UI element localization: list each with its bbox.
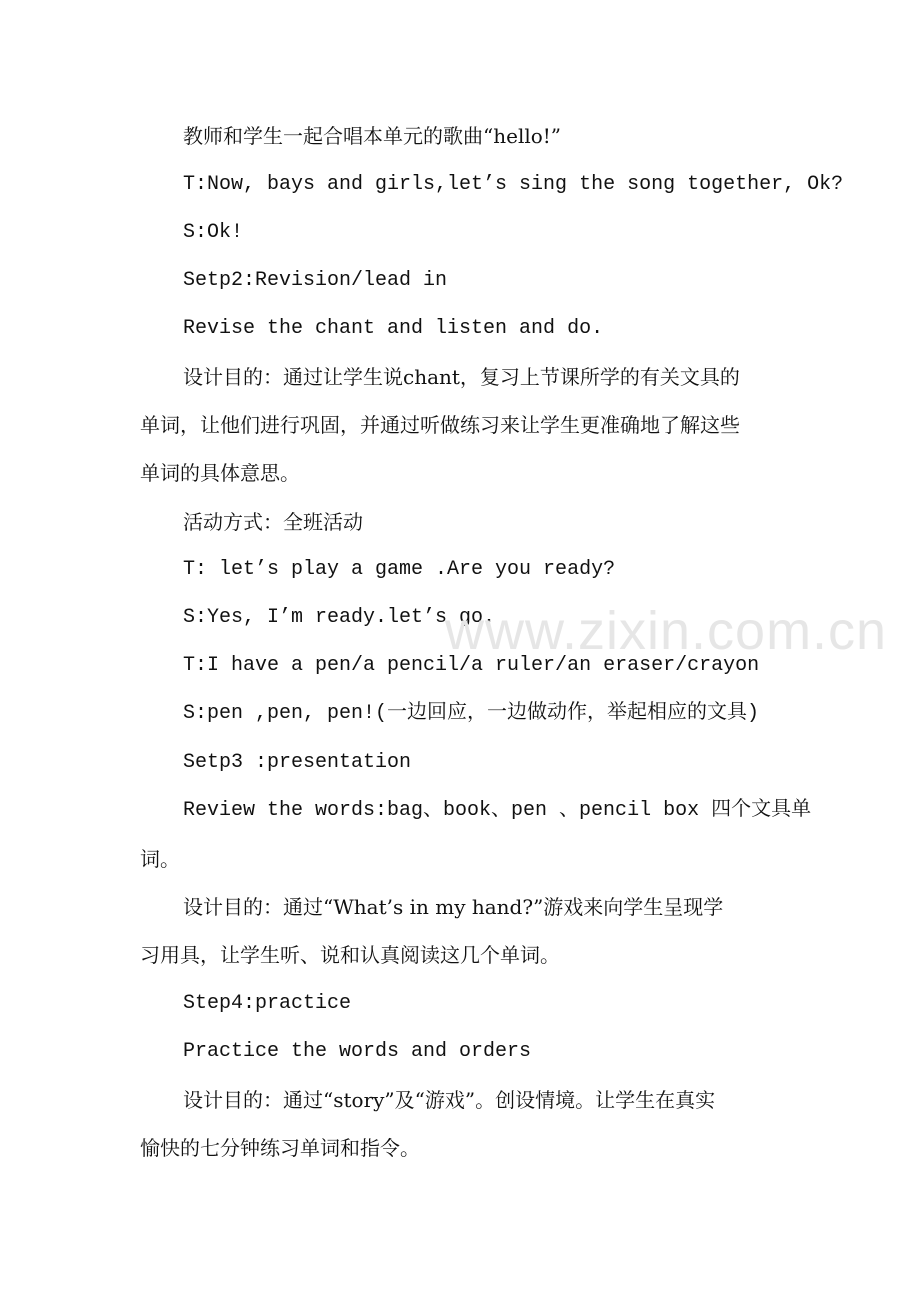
text-line: 设计目的：通过“What’s in my hand?”游戏来向学生呈现学 xyxy=(183,895,724,919)
text-line: 教师和学生一起合唱本单元的歌曲“hello!” xyxy=(183,124,562,148)
text-line: 习用具，让学生听、说和认真阅读这几个单词。 xyxy=(140,943,560,967)
text-line: S:pen ,pen, pen!(一边回应，一边做动作，举起相应的文具) xyxy=(183,702,760,725)
text-line: S:Ok! xyxy=(183,221,244,244)
text-line: T:I have a pen/a pencil/a ruler/an eraser/crayon xyxy=(183,654,760,677)
text-line: 单词的具体意思。 xyxy=(140,461,300,485)
text-line: S:Yes, I’m ready.let’s go. xyxy=(183,606,496,629)
text-line: 活动方式：全班活动 xyxy=(183,510,363,534)
section-heading: Setp2:Revision/lead in xyxy=(183,269,448,292)
section-heading: Setp3 :presentation xyxy=(183,751,412,774)
text-line: 设计目的：通过让学生说chant，复习上节课所学的有关文具的 xyxy=(183,365,740,389)
text-line: Practice the words and orders xyxy=(183,1040,532,1063)
text-line: 词。 xyxy=(140,847,180,871)
text-line: 单词，让他们进行巩固，并通过听做练习来让学生更准确地了解这些 xyxy=(140,413,740,437)
text-line: Revise the chant and listen and do. xyxy=(183,317,604,340)
text-line: Review the words:bag、book、pen 、pencil box 四个文具单 xyxy=(183,799,812,822)
section-heading: Step4:practice xyxy=(183,992,352,1015)
text-line: 愉快的七分钟练习单词和指令。 xyxy=(140,1136,420,1160)
text-line: 设计目的：通过“story”及“游戏”。创设情境。让学生在真实 xyxy=(183,1088,716,1112)
text-line: T:Now, bays and girls,let’s sing the song together, Ok? xyxy=(183,173,844,196)
text-line: T: let’s play a game .Are you ready? xyxy=(183,558,616,581)
watermark: www.zixin.com.cn xyxy=(445,601,888,661)
